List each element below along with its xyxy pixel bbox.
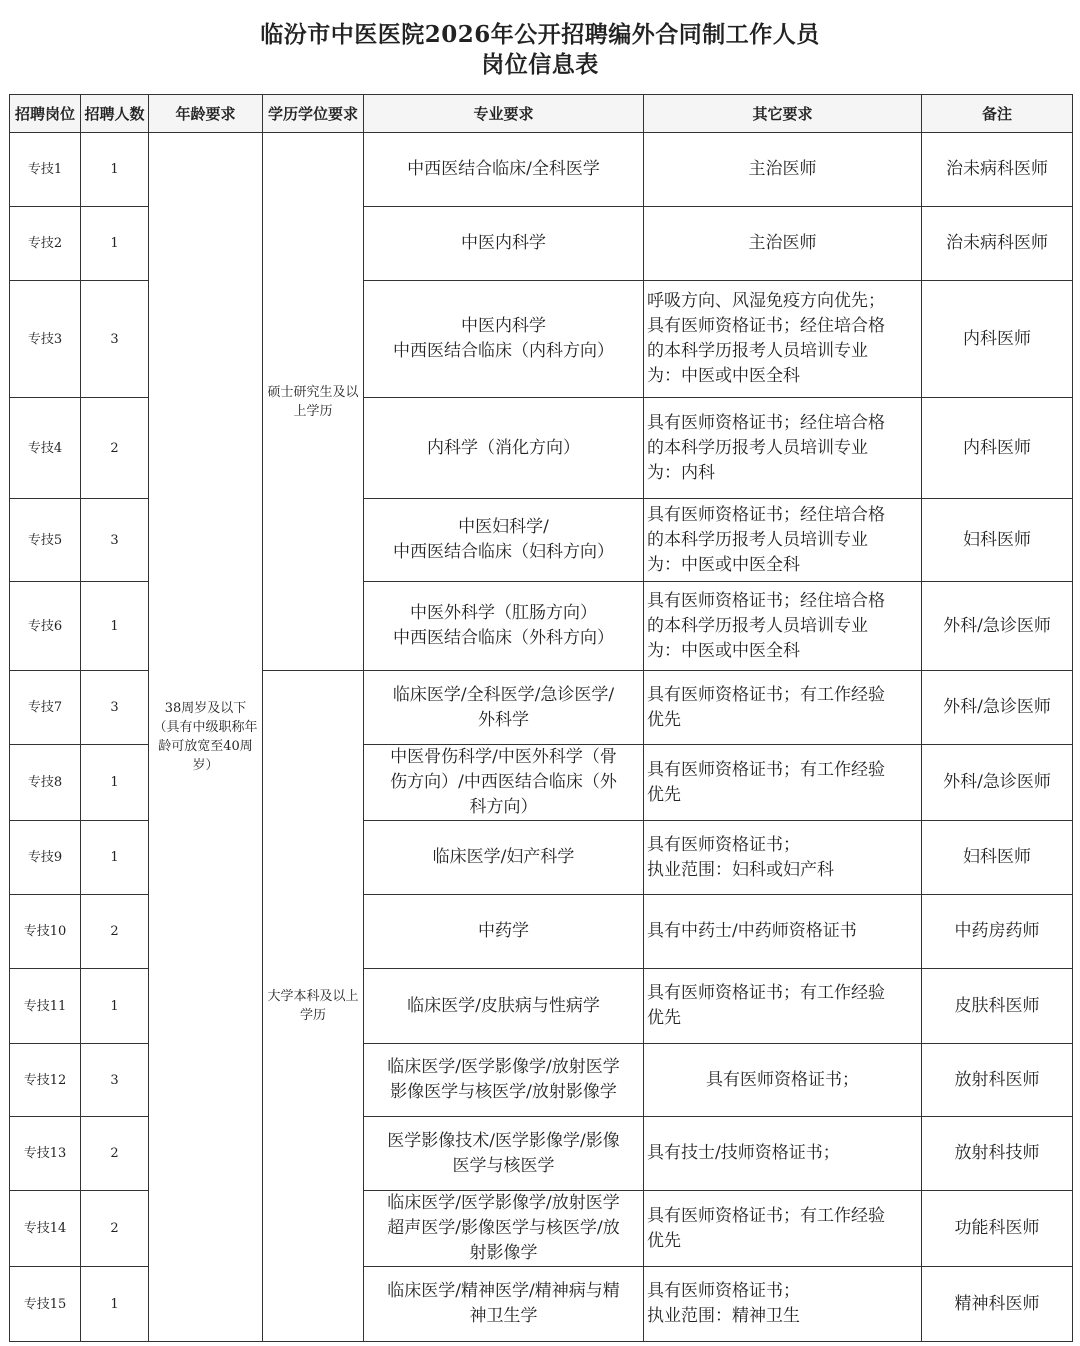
count-cell: 3 [81,499,149,582]
other-requirement-cell [644,745,922,821]
other-requirement-line: 具有医师资格证书；有工作经验 [647,759,885,780]
other-requirement-line: 优先 [647,784,681,805]
other-requirement-line: 具有医师资格证书；经住培合格 [647,590,885,611]
other-requirement-line: 为：中医或中医全科 [647,366,800,386]
education-bachelor-cell: 大学本科及以上学历 [263,671,364,1342]
count-cell: 2 [81,1117,149,1191]
major-cell [364,207,644,281]
other-requirement-line: 具有医师资格证书； [706,1069,859,1090]
remark-cell: 外科/急诊医师 [922,745,1073,821]
other-requirement-line: 具有医师资格证书； [647,834,800,855]
major-line: 中医妇科学/ [458,517,549,537]
position-cell: 专技11 [10,969,81,1044]
major-line: 内科学（消化方向） [427,437,580,458]
count-cell: 2 [81,398,149,499]
other-requirement-cell [644,133,922,207]
other-requirement-line: 优先 [647,709,681,730]
major-line: 影像医学与核医学/放射影像学 [390,1082,617,1102]
major-cell [364,671,644,745]
major-cell [364,1117,644,1191]
remark-cell: 妇科医师 [922,499,1073,582]
table-row [10,133,1073,207]
other-requirement-cell [644,499,922,582]
page-subtitle: 岗位信息表 [481,51,599,78]
other-requirement-cell [644,207,922,281]
major-line: 临床医学/皮肤病与性病学 [407,995,600,1016]
remark-cell: 精神科医师 [922,1267,1073,1342]
other-requirement-cell [644,582,922,671]
other-requirement-line: 的本科学历报考人员培训专业 [647,529,868,550]
major-line: 中西医结合临床（外科方向） [393,628,614,648]
other-requirement-line: 的本科学历报考人员培训专业 [647,341,868,361]
header-count: 招聘人数 [81,95,149,133]
position-cell: 专技9 [10,821,81,895]
position-cell: 专技3 [10,281,81,398]
major-line: 伤方向）/中西医结合临床（外 [390,772,617,792]
other-requirement-line: 主治医师 [748,159,817,179]
other-requirement-cell [644,1044,922,1117]
remark-cell: 外科/急诊医师 [922,671,1073,745]
other-requirement-cell [644,895,922,969]
other-requirement-line: 具有医师资格证书；经住培合格 [647,316,885,336]
job-table [9,94,1073,1342]
count-cell: 3 [81,1044,149,1117]
header-remark: 备注 [922,95,1073,133]
header-major: 专业要求 [364,95,644,133]
other-requirement-line: 为：中医或中医全科 [647,640,800,661]
job-table-body [10,133,1073,1342]
other-requirement-line: 具有医师资格证书；有工作经验 [647,684,885,705]
major-line: 中医外科学（肛肠方向） [410,603,597,623]
major-cell [364,499,644,582]
other-requirement-line: 执业范围：妇科或妇产科 [647,859,834,880]
count-cell: 1 [81,821,149,895]
header-other: 其它要求 [644,95,922,133]
other-requirement-line: 呼吸方向、风湿免疫方向优先； [647,291,885,311]
position-cell: 专技1 [10,133,81,207]
other-requirement-cell [644,969,922,1044]
position-cell: 专技5 [10,499,81,582]
major-line: 临床医学/全科医学/急诊医学/ [392,684,615,705]
major-cell [364,281,644,398]
other-requirement-line: 优先 [647,1008,681,1028]
count-cell: 1 [81,1267,149,1342]
major-cell [364,1191,644,1267]
header-age: 年龄要求 [149,95,263,133]
major-cell [364,1267,644,1342]
major-line: 中西医结合临床/全科医学 [407,159,600,179]
count-cell: 3 [81,281,149,398]
position-cell: 专技10 [10,895,81,969]
title-block [0,0,1080,92]
major-cell [364,133,644,207]
major-line: 神卫生学 [469,1306,538,1326]
position-cell: 专技13 [10,1117,81,1191]
position-cell: 专技6 [10,582,81,671]
other-requirement-line: 具有医师资格证书；有工作经验 [647,983,885,1003]
position-cell: 专技2 [10,207,81,281]
count-cell: 1 [81,133,149,207]
position-cell: 专技14 [10,1191,81,1267]
major-line: 中医内科学 [461,316,546,336]
remark-cell: 外科/急诊医师 [922,582,1073,671]
other-requirement-cell [644,671,922,745]
count-cell: 3 [81,671,149,745]
count-cell: 1 [81,745,149,821]
position-cell: 专技4 [10,398,81,499]
remark-cell: 治未病科医师 [922,133,1073,207]
major-cell [364,821,644,895]
major-cell [364,895,644,969]
major-line: 科方向） [469,797,538,817]
major-line: 中医内科学 [461,233,546,253]
count-cell: 1 [81,207,149,281]
major-line: 超声医学/影像医学与核医学/放 [387,1218,620,1238]
position-cell: 专技12 [10,1044,81,1117]
header-education: 学历学位要求 [263,95,364,133]
other-requirement-line: 具有医师资格证书；有工作经验 [647,1205,885,1226]
other-requirement-line: 优先 [647,1230,681,1251]
position-cell: 专技7 [10,671,81,745]
header-position: 招聘岗位 [10,95,81,133]
major-line: 临床医学/妇产科学 [432,847,575,867]
major-line: 临床医学/医学影像学/放射医学 [387,1193,620,1213]
other-requirement-line: 为：内科 [647,462,715,483]
other-requirement-line: 为：中医或中医全科 [647,554,800,575]
count-cell: 1 [81,582,149,671]
other-requirement-cell [644,821,922,895]
remark-cell: 内科医师 [922,398,1073,499]
remark-cell: 内科医师 [922,281,1073,398]
major-cell [364,1044,644,1117]
major-line: 中西医结合临床（妇科方向） [393,542,614,562]
major-cell [364,398,644,499]
other-requirement-line: 具有医师资格证书；经住培合格 [647,504,885,525]
remark-cell: 治未病科医师 [922,207,1073,281]
major-cell [364,745,644,821]
position-cell: 专技15 [10,1267,81,1342]
other-requirement-line: 的本科学历报考人员培训专业 [647,437,868,458]
remark-cell: 中药房药师 [922,895,1073,969]
major-cell [364,582,644,671]
other-requirement-cell [644,1191,922,1267]
major-line: 中药学 [478,921,529,941]
other-requirement-cell [644,398,922,499]
remark-cell: 妇科医师 [922,821,1073,895]
other-requirement-cell [644,281,922,398]
major-line: 临床医学/精神医学/精神病与精 [387,1281,620,1301]
remark-cell: 皮肤科医师 [922,969,1073,1044]
major-line: 医学与核医学 [452,1155,555,1176]
other-requirement-line: 的本科学历报考人员培训专业 [647,615,868,636]
remark-cell: 放射科技师 [922,1117,1073,1191]
major-line: 外科学 [478,709,529,730]
position-cell: 专技8 [10,745,81,821]
age-requirement-cell: 38周岁及以下（具有中级职称年龄可放宽至40周岁） [149,133,263,1342]
other-requirement-line: 具有医师资格证书； [647,1281,800,1301]
major-line: 中西医结合临床（内科方向） [393,341,614,361]
count-cell: 2 [81,895,149,969]
major-line: 临床医学/医学影像学/放射医学 [387,1057,620,1077]
other-requirement-line: 执业范围：精神卫生 [647,1306,800,1326]
header-row [10,95,1073,133]
other-requirement-line: 主治医师 [748,233,817,253]
page-title: 临汾市中医医院2026年公开招聘编外合同制工作人员 [260,21,820,48]
major-line: 医学影像技术/医学影像学/影像 [387,1130,620,1151]
count-cell: 2 [81,1191,149,1267]
other-requirement-line: 具有中药士/中药师资格证书 [647,921,857,941]
major-cell [364,969,644,1044]
remark-cell: 放射科医师 [922,1044,1073,1117]
other-requirement-cell [644,1267,922,1342]
education-master-cell: 硕士研究生及以上学历 [263,133,364,671]
count-cell: 1 [81,969,149,1044]
other-requirement-cell [644,1117,922,1191]
other-requirement-line: 具有技士/技师资格证书； [647,1143,840,1163]
major-line: 射影像学 [469,1243,538,1263]
other-requirement-line: 具有医师资格证书；经住培合格 [647,412,885,433]
major-line: 中医骨伤科学/中医外科学（骨 [390,747,617,767]
remark-cell: 功能科医师 [922,1191,1073,1267]
